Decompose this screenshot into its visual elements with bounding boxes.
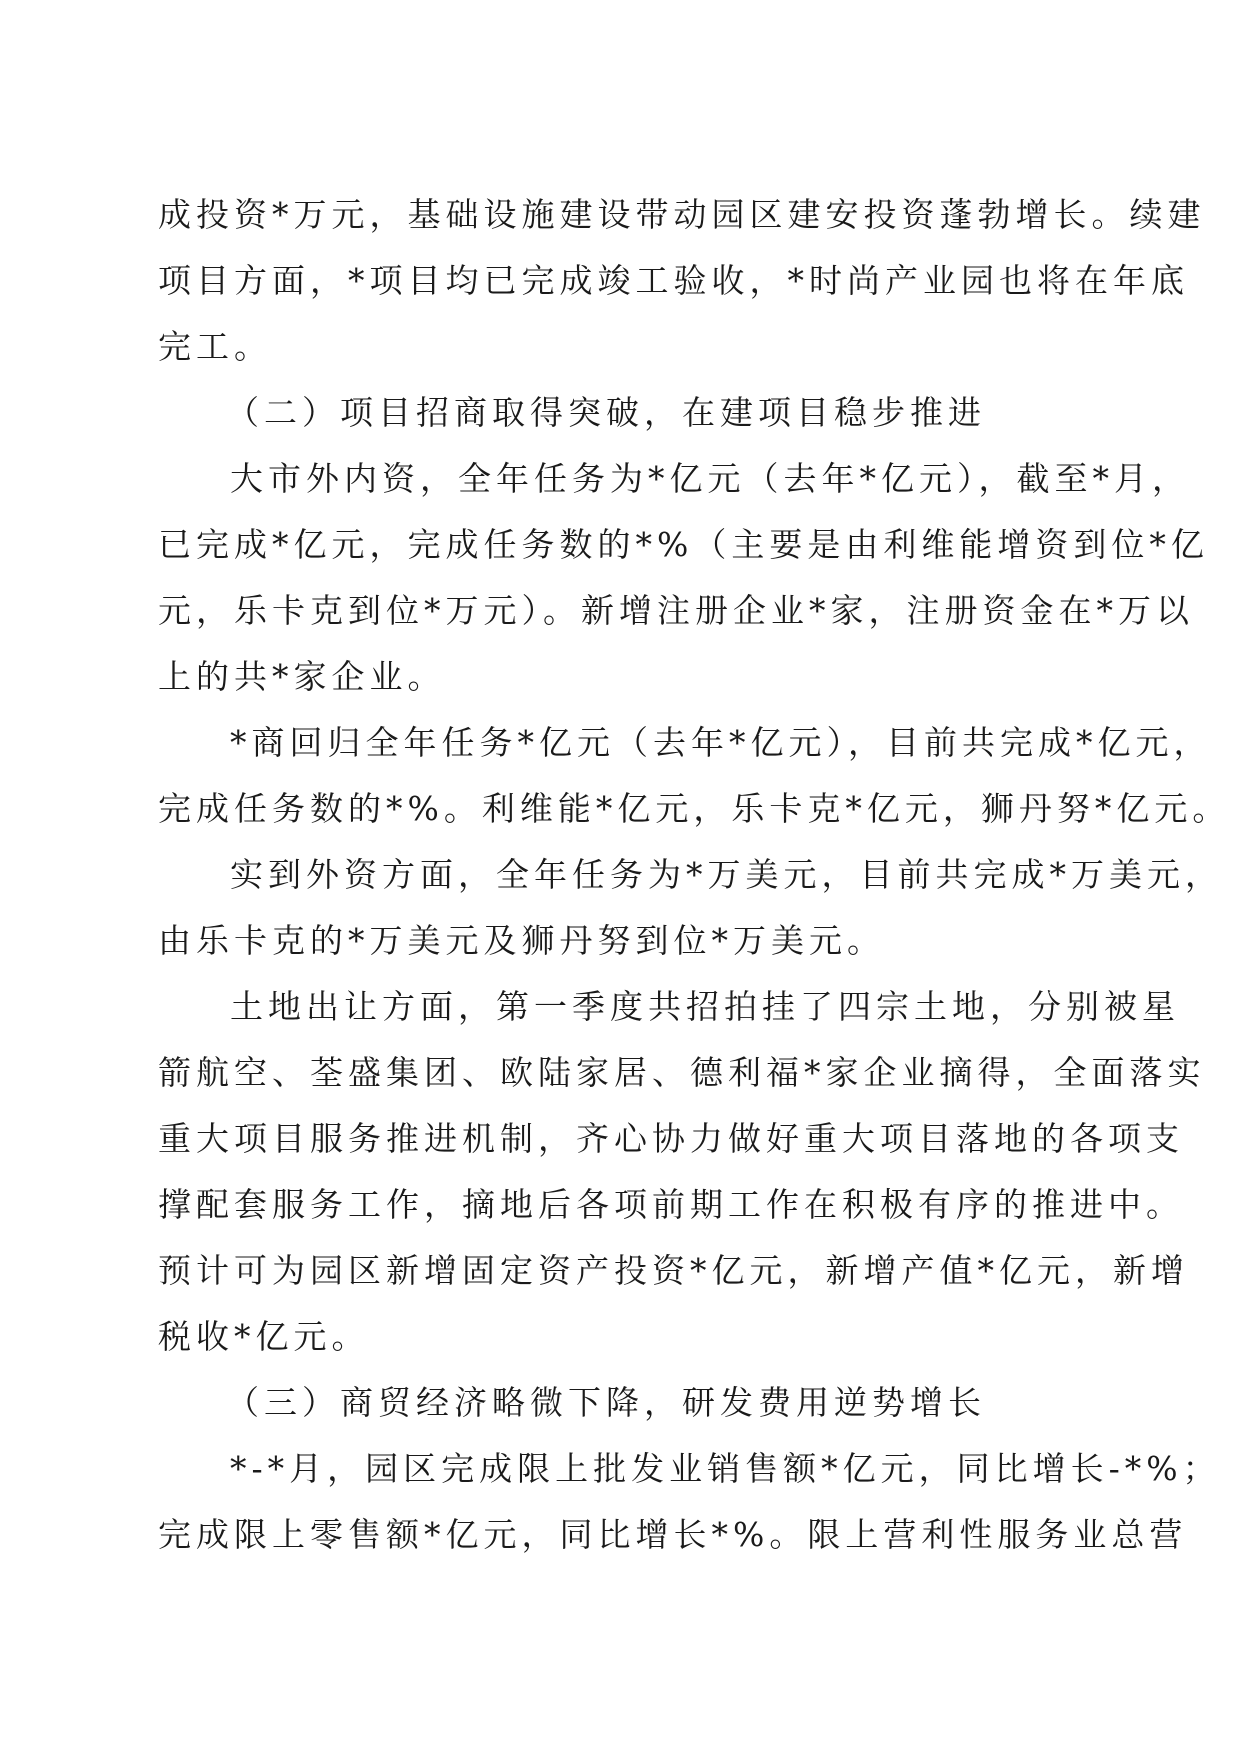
document-body <box>158 182 1231 1568</box>
paragraph-line: 大市外内资，全年任务为*亿元（去年*亿元），截至*月， <box>230 459 1190 498</box>
paragraph-line: 税收*亿元。 <box>158 1317 370 1356</box>
paragraph-line: 由乐卡克的*万美元及狮丹努到位*万美元。 <box>158 921 885 960</box>
section-heading-2: （二）项目招商取得突破，在建项目稳步推进 <box>226 393 986 432</box>
paragraph-line: 实到外资方面，全年任务为*万美元，目前共完成*万美元， <box>230 855 1223 894</box>
paragraph-line: 完成限上零售额*亿元，同比增长*%。限上营利性服务业总营 <box>158 1515 1188 1554</box>
paragraph-line: 已完成*亿元，完成任务数的*%（主要是由利维能增资到位*亿 <box>158 525 1209 564</box>
paragraph-line: 项目方面，*项目均已完成竣工验收，*时尚产业园也将在年底 <box>158 261 1189 300</box>
paragraph-line: 撑配套服务工作，摘地后各项前期工作在积极有序的推进中。 <box>158 1185 1184 1224</box>
paragraph-line: 元，乐卡克到位*万元）。新增注册企业*家，注册资金在*万以 <box>158 591 1194 630</box>
paragraph-line: 箭航空、荃盛集团、欧陆家居、德利福*家企业摘得，全面落实 <box>158 1053 1206 1092</box>
paragraph-line: *-*月，园区完成限上批发业销售额*亿元，同比增长-*%； <box>230 1449 1221 1488</box>
paragraph-line: 土地出让方面，第一季度共招拍挂了四宗土地，分别被星 <box>230 987 1180 1026</box>
paragraph-line: 预计可为园区新增固定资产投资*亿元，新增产值*亿元，新增 <box>158 1251 1189 1290</box>
paragraph-line: *商回归全年任务*亿元（去年*亿元），目前共完成*亿元， <box>230 723 1212 762</box>
paragraph-line: 成投资*万元，基础设施建设带动园区建安投资蓬勃增长。续建 <box>158 195 1206 234</box>
section-heading-3: （三）商贸经济略微下降，研发费用逆势增长 <box>226 1383 986 1422</box>
paragraph-line: 完工。 <box>158 327 272 366</box>
paragraph-line: 完成任务数的*%。利维能*亿元，乐卡克*亿元，狮丹努*亿元。 <box>158 789 1231 828</box>
paragraph-line: 上的共*家企业。 <box>158 657 446 696</box>
paragraph-line: 重大项目服务推进机制，齐心协力做好重大项目落地的各项支 <box>158 1119 1184 1158</box>
